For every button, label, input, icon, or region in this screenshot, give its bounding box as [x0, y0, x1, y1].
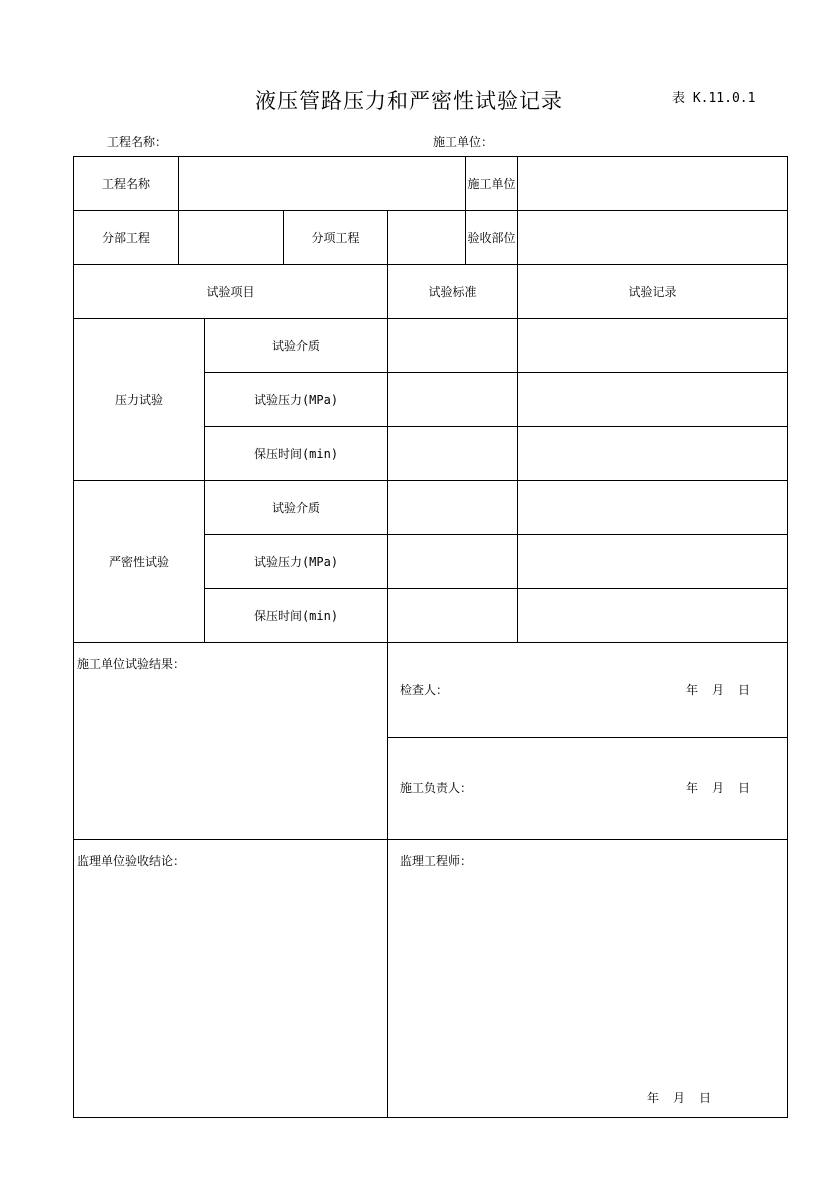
supervision-engineer-label: 监理工程师： — [400, 854, 473, 868]
pressure-pressure-record-field[interactable] — [518, 373, 788, 427]
pre-construction-unit-label: 施工单位： — [433, 135, 494, 149]
date-day-label: 日 — [699, 1091, 712, 1105]
header-row — [74, 265, 788, 319]
test-item-header: 试验项目 — [74, 265, 388, 319]
tightness-pressure-record-field[interactable] — [518, 535, 788, 589]
inspector-date — [686, 682, 750, 698]
pressure-hold-time-standard-field[interactable] — [388, 427, 518, 481]
supervision-conclusion-cell[interactable] — [74, 840, 388, 1118]
pressure-medium-label: 试验介质 — [205, 319, 388, 373]
project-name-field[interactable] — [179, 157, 466, 211]
division-field[interactable] — [179, 211, 284, 265]
inspector-cell[interactable] — [388, 643, 788, 738]
construction-result-row-a — [74, 643, 788, 738]
construction-leader-label: 施工负责人： — [400, 781, 473, 795]
date-month-label: 月 — [673, 1091, 686, 1105]
project-info-row — [74, 157, 788, 211]
inspector-label: 检查人： — [400, 683, 449, 697]
date-day-label: 日 — [738, 683, 751, 697]
pressure-pressure-standard-field[interactable] — [388, 373, 518, 427]
date-day-label: 日 — [738, 781, 751, 795]
tightness-hold-time-record-field[interactable] — [518, 589, 788, 643]
tightness-test-label: 严密性试验 — [74, 481, 205, 643]
tightness-pressure-standard-field[interactable] — [388, 535, 518, 589]
pressure-pressure-label: 试验压力(MPa) — [205, 373, 388, 427]
tightness-medium-record-field[interactable] — [518, 481, 788, 535]
construction-unit-field[interactable] — [518, 157, 788, 211]
pressure-medium-standard-field[interactable] — [388, 319, 518, 373]
project-name-label: 工程名称 — [74, 157, 179, 211]
division-label: 分部工程 — [74, 211, 179, 265]
subitem-label: 分项工程 — [284, 211, 388, 265]
tightness-hold-time-label: 保压时间(min) — [205, 589, 388, 643]
supervision-date — [647, 1090, 711, 1106]
date-year-label: 年 — [686, 683, 699, 697]
date-month-label: 月 — [712, 683, 725, 697]
tightness-test-row — [74, 481, 788, 535]
tightness-medium-label: 试验介质 — [205, 481, 388, 535]
supervision-conclusion-label: 监理单位验收结论： — [77, 854, 186, 868]
subitem-field[interactable] — [388, 211, 466, 265]
tightness-medium-standard-field[interactable] — [388, 481, 518, 535]
test-record-table — [73, 156, 788, 1118]
date-year-label: 年 — [647, 1091, 660, 1105]
pressure-medium-record-field[interactable] — [518, 319, 788, 373]
pressure-test-label: 压力试验 — [74, 319, 205, 481]
date-month-label: 月 — [712, 781, 725, 795]
construction-leader-cell[interactable] — [388, 738, 788, 840]
pressure-test-row — [74, 319, 788, 373]
supervision-engineer-cell[interactable] — [388, 840, 788, 1118]
test-standard-header: 试验标准 — [388, 265, 518, 319]
pressure-hold-time-label: 保压时间(min) — [205, 427, 388, 481]
pressure-hold-time-record-field[interactable] — [518, 427, 788, 481]
construction-unit-label: 施工单位 — [466, 157, 518, 211]
construction-result-label: 施工单位试验结果： — [77, 657, 186, 671]
acceptance-part-label: 验收部位 — [466, 211, 518, 265]
division-row — [74, 211, 788, 265]
test-record-header: 试验记录 — [518, 265, 788, 319]
construction-result-cell[interactable] — [74, 643, 388, 840]
form-code: 表 K.11.0.1 — [672, 91, 756, 106]
tightness-hold-time-standard-field[interactable] — [388, 589, 518, 643]
supervision-row — [74, 840, 788, 1118]
acceptance-part-field[interactable] — [518, 211, 788, 265]
form-title: 液压管路压力和严密性试验记录 — [255, 89, 563, 113]
construction-leader-date — [686, 780, 750, 796]
tightness-pressure-label: 试验压力(MPa) — [205, 535, 388, 589]
date-year-label: 年 — [686, 781, 699, 795]
pre-project-name-label: 工程名称： — [107, 135, 168, 149]
